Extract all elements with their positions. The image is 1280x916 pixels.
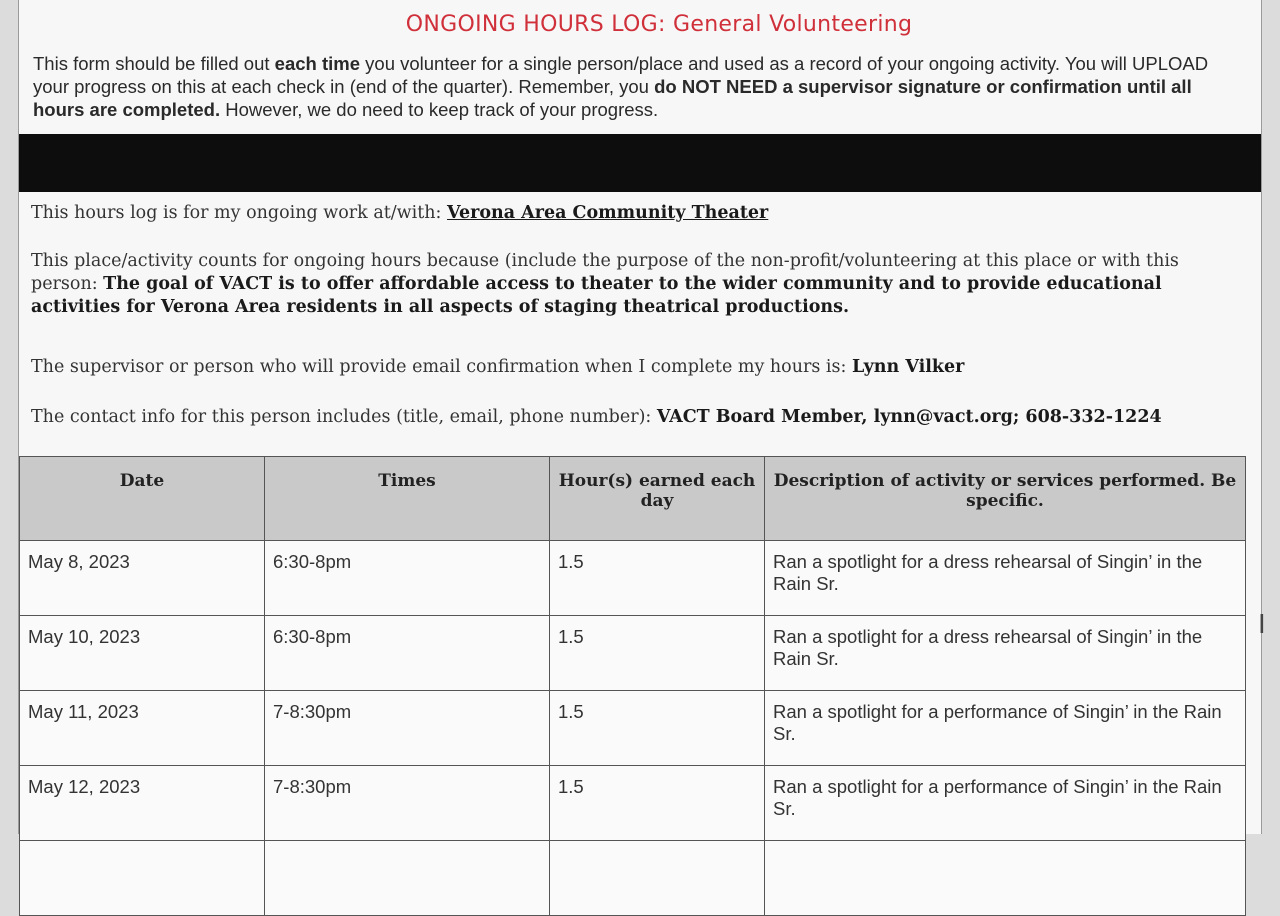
table-row-empty [20,841,1246,916]
table-row [20,766,1246,841]
cell-hours[interactable]: 1.5 [550,766,765,841]
contact-value[interactable]: VACT Board Member, lynn@vact.org; 608-332-1224 [656,407,1162,427]
cell-times[interactable] [265,841,550,916]
cell-description[interactable]: Ran a spotlight for a dress rehearsal of Singin’ in the Rain Sr. [765,616,1246,691]
section-divider-bar [19,134,1261,192]
supervisor-value[interactable]: Lynn Vilker [851,357,965,377]
intro-paragraph [33,52,1243,121]
table-row [20,691,1246,766]
cell-description[interactable]: Ran a spotlight for a performance of Singin’ in the Rain Sr. [765,766,1246,841]
cell-hours[interactable]: 1.5 [550,616,765,691]
contact-prompt: The contact info for this person includes (title, email, phone number): [31,407,657,427]
cell-date[interactable]: May 11, 2023 [20,691,265,766]
table-header-row [20,457,1246,541]
text-cursor-icon: I [1258,610,1266,640]
cell-date[interactable]: May 12, 2023 [20,766,265,841]
header-times: Times [265,457,550,541]
supervisor-line [31,356,964,379]
header-date: Date [20,457,265,541]
intro-bold-2: do NOT NEED a supervisor signature or confirmation until all hours are completed. [33,76,1192,120]
place-prompt: This hours log is for my ongoing work at/with: [31,203,448,223]
intro-bold-1: each time [274,53,361,74]
cell-hours[interactable]: 1.5 [550,541,765,616]
cell-date[interactable]: May 8, 2023 [20,541,265,616]
hours-log-table [19,456,1246,916]
page-title: ONGOING HOURS LOG: General Volunteering [405,12,913,37]
document-page [18,0,1262,834]
cell-times[interactable]: 7-8:30pm [265,766,550,841]
cell-hours[interactable]: 1.5 [550,691,765,766]
header-description: Description of activity or services performed. Be specific. [765,457,1246,541]
supervisor-prompt: The supervisor or person who will provide email confirmation when I complete my hours is: [31,357,852,377]
cell-description[interactable]: Ran a spotlight for a performance of Singin’ in the Rain Sr. [765,691,1246,766]
intro-text-2: you volunteer for a single person/place and used as a record of your ongoing activity. You will UPLOAD your progress on this at each check in (end of the quarter). Remember, you [33,53,1209,97]
place-line [31,202,768,225]
cell-date[interactable]: May 10, 2023 [20,616,265,691]
cell-date[interactable] [20,841,265,916]
purpose-value[interactable]: The goal of VACT is to offer affordable access to theater to the wider community and to provide educational activities for Verona Area residents in all aspects of staging theatrical productions. [31,274,1162,317]
cell-hours[interactable] [550,841,765,916]
cell-times[interactable]: 7-8:30pm [265,691,550,766]
cell-times[interactable]: 6:30-8pm [265,616,550,691]
place-value[interactable]: Verona Area Community Theater [447,203,769,223]
intro-text-1: This form should be filled out [33,53,275,74]
cell-description[interactable]: Ran a spotlight for a dress rehearsal of Singin’ in the Rain Sr. [765,541,1246,616]
cell-description[interactable] [765,841,1246,916]
intro-text-3: However, we do need to keep track of your progress. [220,99,659,120]
purpose-prompt: This place/activity counts for ongoing hours because (include the purpose of the non-profit/volunteering at this place or with this person: [31,251,1179,294]
cell-times[interactable]: 6:30-8pm [265,541,550,616]
contact-line [31,406,1162,429]
table-row [20,616,1246,691]
table-row [20,541,1246,616]
header-hours: Hour(s) earned each day [550,457,765,541]
purpose-line [31,250,1246,319]
